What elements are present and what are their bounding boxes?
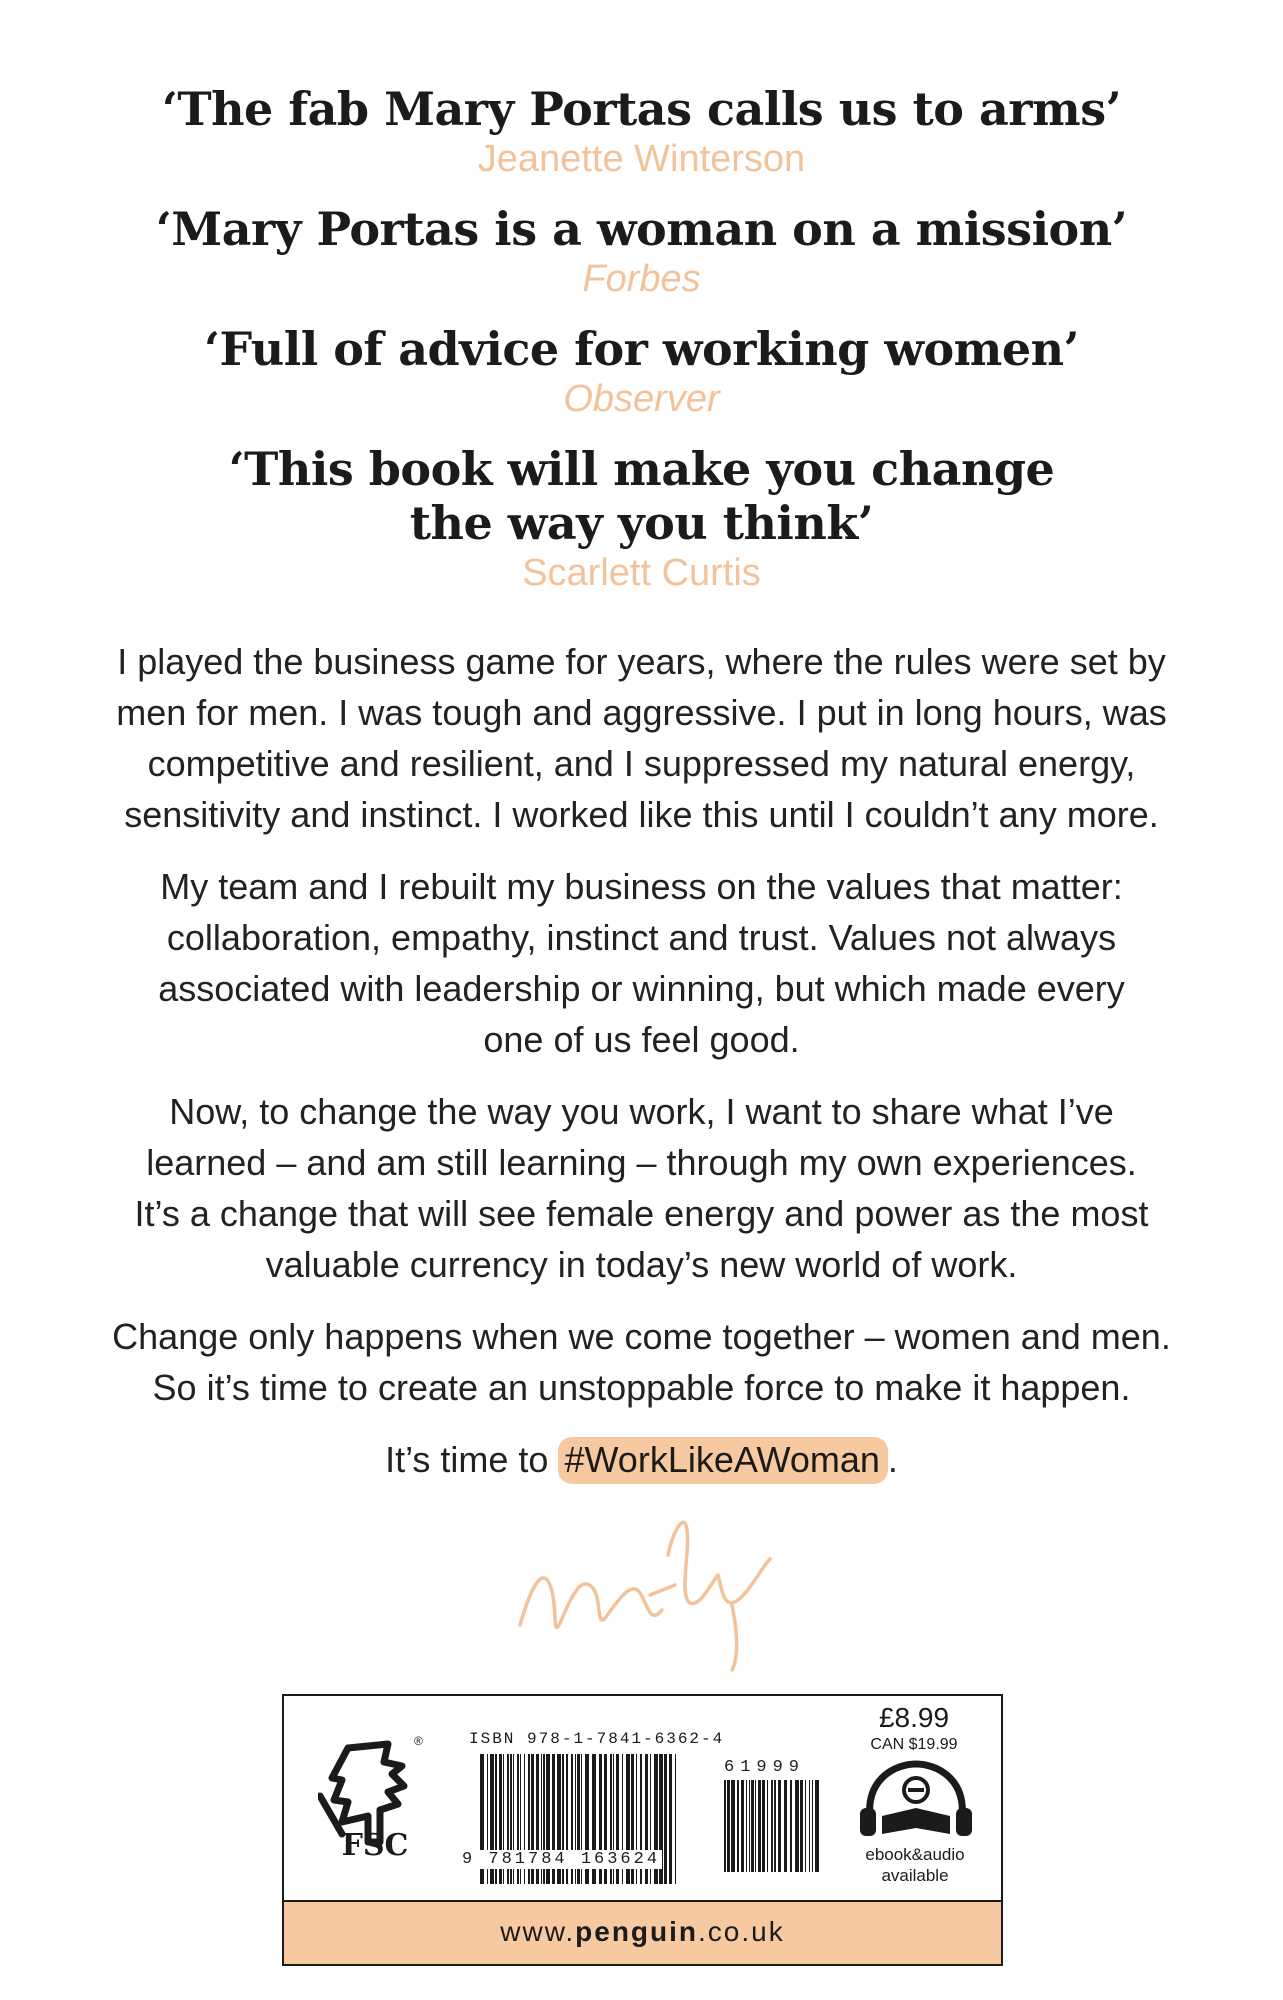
quote-source: Jeanette Winterson	[477, 138, 806, 180]
cta-suffix: .	[887, 1439, 898, 1480]
call-to-action	[90, 1434, 1193, 1485]
hashtag-highlight: #WorkLikeAWoman	[558, 1437, 887, 1484]
url-prefix: www.	[500, 1916, 576, 1947]
blurb-paragraph: My team and I rebuilt my business on the values that matter: collaboration, empathy, instinct and trust. Values not always associated with leadership or winning, but which made every one of us feel good.	[158, 866, 1125, 1060]
isbn-text: ISBN 978-1-7841-6362-4	[469, 1730, 725, 1748]
addon-digits: 61999	[724, 1758, 806, 1777]
quote-source: Scarlett Curtis	[522, 552, 761, 594]
fsc-label: FSC	[341, 1828, 409, 1863]
blurb-paragraph: I played the business game for years, where the rules were set by men for men. I was tough and aggressive. I put in long hours, was competitive and resilient, and I suppressed my natural energy, sensitivity and instinct. I worked like this until I couldn’t any more.	[116, 641, 1167, 835]
quote-text: ‘Mary Portas is a woman on a mission’	[155, 202, 1128, 256]
quote-4	[0, 442, 1283, 596]
quote-source: Observer	[563, 378, 720, 420]
blurb-body	[90, 636, 1193, 1485]
cta-prefix: It’s time to	[385, 1439, 559, 1480]
blurb-paragraph: Change only happens when we come together – women and men. So it’s time to create an unstoppable force to make it happen.	[112, 1316, 1171, 1408]
audio-line: ebook&audio	[865, 1845, 965, 1864]
quote-text: ‘The fab Mary Portas calls us to arms’	[161, 82, 1122, 136]
headphones-book-icon	[856, 1758, 976, 1842]
audio-line: available	[881, 1866, 949, 1885]
blurb-paragraph: Now, to change the way you work, I want to share what I’ve learned – and am still learning – through my own experiences. It’s a change that will see female energy and power as the most valuable currency in today’s new world of work.	[134, 1091, 1149, 1285]
barcode-panel	[282, 1694, 1003, 1966]
url-suffix: .co.uk	[698, 1916, 785, 1947]
audio-availability	[840, 1844, 990, 1886]
url-brand: penguin	[575, 1916, 699, 1947]
publisher-url	[284, 1900, 1001, 1964]
quote-text: ‘This book will make you change the way you think’	[228, 442, 1055, 550]
price-can: CAN $19.99	[870, 1736, 958, 1753]
review-quotes	[0, 82, 1283, 616]
price-gbp: £8.99	[878, 1702, 950, 1733]
signature-icon	[500, 1495, 790, 1675]
quote-2	[0, 202, 1283, 302]
registered-mark: ®	[414, 1734, 423, 1748]
quote-source: Forbes	[582, 258, 701, 300]
quote-3	[0, 322, 1283, 422]
addon-barcode-icon	[724, 1780, 820, 1872]
quote-text: ‘Full of advice for working women’	[203, 322, 1080, 376]
quote-1	[0, 82, 1283, 182]
barcode-digits: 9 781784 163624	[462, 1850, 661, 1869]
